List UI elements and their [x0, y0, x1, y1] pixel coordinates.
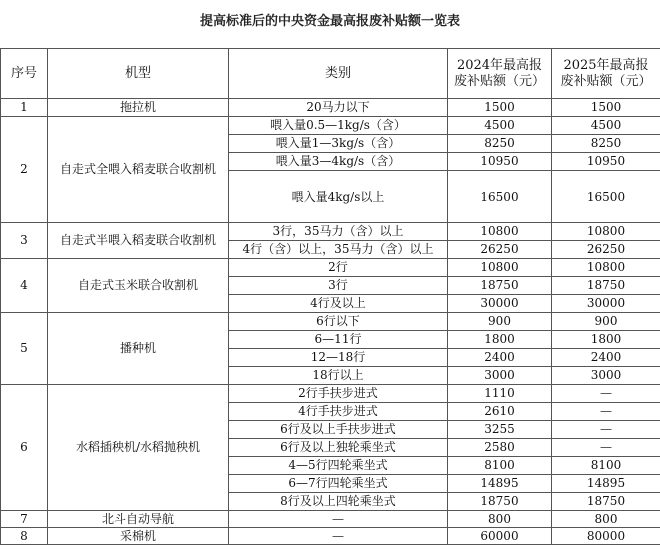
row-value-2025: 30000: [552, 295, 660, 313]
table-row: [1, 259, 660, 277]
row-value-2024: 3000: [448, 367, 552, 385]
row-value-2024: 1800: [448, 331, 552, 349]
header-category: 类别: [229, 49, 448, 99]
table-row: [1, 313, 660, 331]
row-value-2025: —: [552, 421, 660, 439]
row-value-2024: 8100: [448, 457, 552, 475]
table-row: [1, 511, 660, 528]
row-value-2024: 3255: [448, 421, 552, 439]
row-value-2024: 10950: [448, 153, 552, 171]
row-value-2025: 1800: [552, 331, 660, 349]
row-value-2025: 8100: [552, 457, 660, 475]
row-category: —: [229, 511, 448, 528]
row-value-2024: 18750: [448, 277, 552, 295]
table-row: [1, 528, 660, 545]
header-2025: [552, 49, 660, 99]
group-model: 自走式玉米联合收割机: [48, 259, 229, 313]
row-value-2024: 18750: [448, 493, 552, 511]
table-row: [1, 223, 660, 241]
row-category: 6—7行四轮乘坐式: [229, 475, 448, 493]
row-value-2025: 2400: [552, 349, 660, 367]
row-category: 6—11行: [229, 331, 448, 349]
row-value-2024: 4500: [448, 117, 552, 135]
group-no: 8: [1, 528, 48, 545]
row-value-2025: 8250: [552, 135, 660, 153]
table-title: 提高标准后的中央资金最高报废补贴额一览表: [199, 14, 460, 29]
subsidy-table: [0, 48, 660, 545]
row-value-2025: —: [552, 385, 660, 403]
row-value-2024: 16500: [448, 171, 552, 223]
row-value-2024: 800: [448, 511, 552, 528]
header-no: 序号: [1, 49, 48, 99]
table-row: [1, 385, 660, 403]
row-value-2024: 900: [448, 313, 552, 331]
group-model: 水稻插秧机/水稻抛秧机: [48, 385, 229, 511]
group-no: 4: [1, 259, 48, 313]
row-value-2025: 26250: [552, 241, 660, 259]
header-2025-text: 2025年最高报废补贴额（元）: [560, 57, 652, 89]
header-2024-text: 2024年最高报废补贴额（元）: [454, 57, 546, 89]
row-category: 6行及以上独轮乘坐式: [229, 439, 448, 457]
row-value-2025: 4500: [552, 117, 660, 135]
row-value-2025: 10800: [552, 223, 660, 241]
table-row: [1, 117, 660, 135]
row-value-2024: 8250: [448, 135, 552, 153]
group-no: 6: [1, 385, 48, 511]
row-value-2025: 16500: [552, 171, 660, 223]
group-model: 采棉机: [48, 528, 229, 545]
row-category: 6行以下: [229, 313, 448, 331]
row-value-2025: 18750: [552, 277, 660, 295]
row-value-2025: —: [552, 403, 660, 421]
header-2024: [448, 49, 552, 99]
row-category: 3行，35马力（含）以上: [229, 223, 448, 241]
row-value-2024: 60000: [448, 528, 552, 545]
group-no: 1: [1, 99, 48, 117]
row-value-2025: —: [552, 439, 660, 457]
row-value-2025: 10800: [552, 259, 660, 277]
row-value-2024: 2580: [448, 439, 552, 457]
group-no: 5: [1, 313, 48, 385]
row-value-2025: 18750: [552, 493, 660, 511]
row-category: 2行: [229, 259, 448, 277]
row-category: 18行以上: [229, 367, 448, 385]
row-value-2024: 10800: [448, 223, 552, 241]
row-value-2025: 3000: [552, 367, 660, 385]
row-category: 喂入量3—4kg/s（含）: [229, 153, 448, 171]
row-value-2024: 30000: [448, 295, 552, 313]
header-model: 机型: [48, 49, 229, 99]
row-value-2024: 10800: [448, 259, 552, 277]
row-category: —: [229, 528, 448, 545]
row-category: 喂入量4kg/s以上: [229, 171, 448, 223]
row-category: 12—18行: [229, 349, 448, 367]
group-no: 2: [1, 117, 48, 223]
group-no: 3: [1, 223, 48, 259]
row-category: 2行手扶步进式: [229, 385, 448, 403]
group-model: 北斗自动导航: [48, 511, 229, 528]
row-category: 喂入量1—3kg/s（含）: [229, 135, 448, 153]
group-model: 播种机: [48, 313, 229, 385]
row-category: 4—5行四轮乘坐式: [229, 457, 448, 475]
row-value-2024: 1500: [448, 99, 552, 117]
row-category: 20马力以下: [229, 99, 448, 117]
group-model: 自走式半喂入稻麦联合收割机: [48, 223, 229, 259]
row-value-2024: 2400: [448, 349, 552, 367]
row-value-2025: 80000: [552, 528, 660, 545]
row-value-2024: 2610: [448, 403, 552, 421]
row-category: 3行: [229, 277, 448, 295]
row-category: 4行（含）以上，35马力（含）以上: [229, 241, 448, 259]
row-category: 6行及以上手扶步进式: [229, 421, 448, 439]
row-value-2024: 1110: [448, 385, 552, 403]
row-category: 4行及以上: [229, 295, 448, 313]
table-row: [1, 99, 660, 117]
group-no: 7: [1, 511, 48, 528]
row-category: 4行手扶步进式: [229, 403, 448, 421]
row-value-2024: 26250: [448, 241, 552, 259]
header-row: [1, 49, 660, 99]
row-category: 8行及以上四轮乘坐式: [229, 493, 448, 511]
row-value-2025: 800: [552, 511, 660, 528]
row-value-2025: 900: [552, 313, 660, 331]
row-value-2025: 10950: [552, 153, 660, 171]
group-model: 自走式全喂入稻麦联合收割机: [48, 117, 229, 223]
row-category: 喂入量0.5—1kg/s（含）: [229, 117, 448, 135]
row-value-2024: 14895: [448, 475, 552, 493]
row-value-2025: 1500: [552, 99, 660, 117]
group-model: 拖拉机: [48, 99, 229, 117]
row-value-2025: 14895: [552, 475, 660, 493]
